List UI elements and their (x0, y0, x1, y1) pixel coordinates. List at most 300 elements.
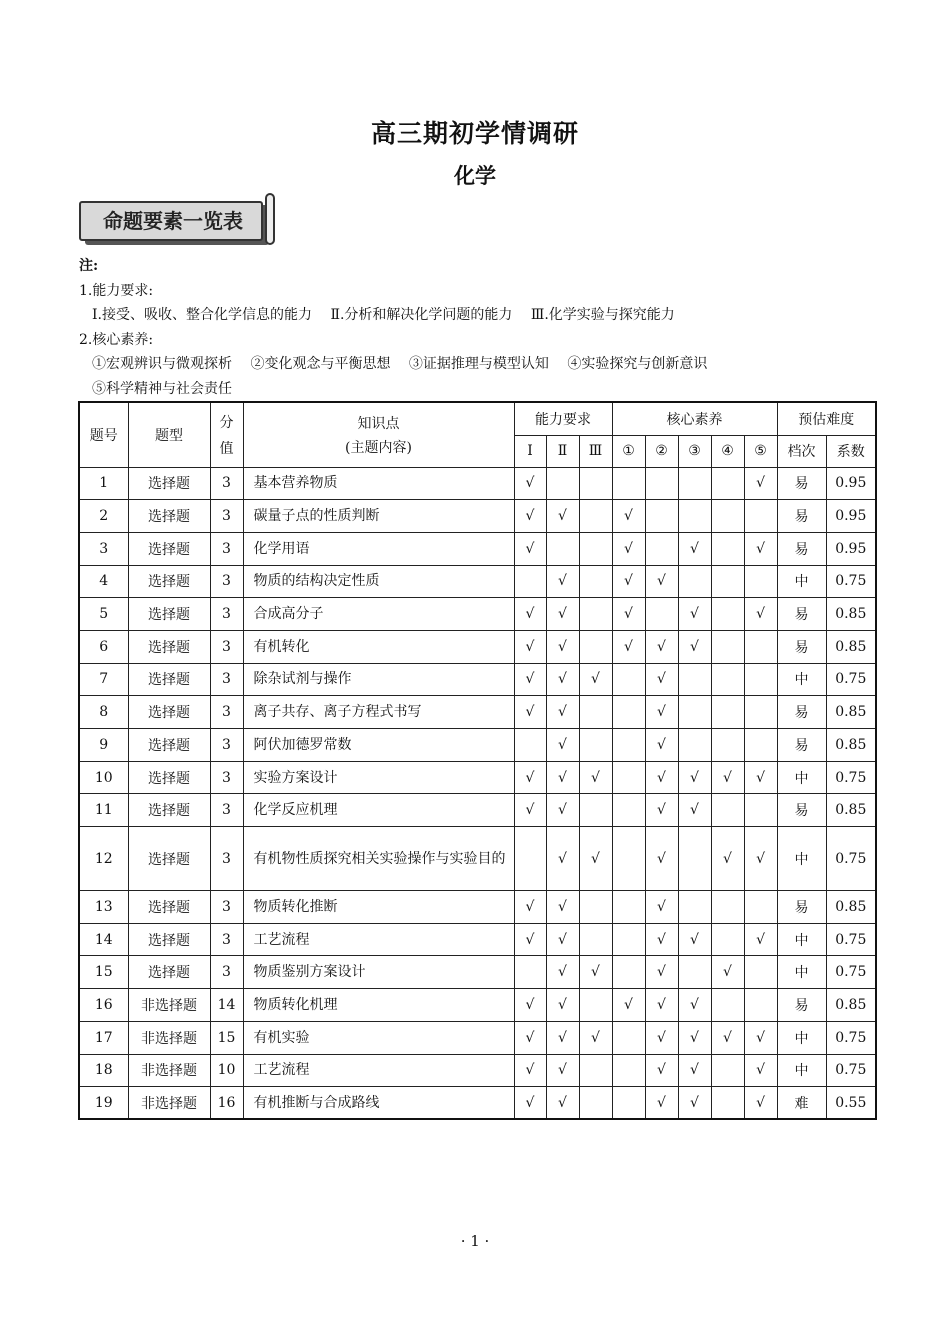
header-ability-col: Ⅱ (546, 435, 579, 467)
cell-coefficient: 0.95 (826, 532, 876, 565)
cell-topic: 基本营养物质 (243, 467, 514, 500)
cell-literacy-5 (744, 794, 777, 827)
cell-number: 10 (79, 761, 128, 794)
cell-literacy-1 (612, 696, 645, 729)
cell-literacy-3: √ (678, 989, 711, 1022)
cell-literacy-3: √ (678, 923, 711, 956)
cell-literacy-5: √ (744, 532, 777, 565)
cell-literacy-4 (711, 989, 744, 1022)
cell-coefficient: 0.75 (826, 923, 876, 956)
cell-topic: 物质转化机理 (243, 989, 514, 1022)
table-row (79, 598, 876, 631)
cell-literacy-5 (744, 565, 777, 598)
cell-literacy-4 (711, 891, 744, 924)
cell-ability-2: √ (546, 630, 579, 663)
cell-literacy-5 (744, 729, 777, 762)
cell-topic: 碳量子点的性质判断 (243, 500, 514, 533)
notes-heading: 注: (79, 258, 99, 274)
cell-literacy-2: √ (645, 663, 678, 696)
cell-level: 中 (777, 923, 826, 956)
cell-literacy-5 (744, 891, 777, 924)
cell-number: 16 (79, 989, 128, 1022)
header-ability-col: Ⅰ (514, 435, 546, 467)
literacy-item: ②变化观念与平衡思想 (250, 356, 391, 372)
cell-coefficient: 0.55 (826, 1087, 876, 1120)
cell-literacy-1: √ (612, 989, 645, 1022)
cell-type: 选择题 (128, 956, 210, 989)
cell-topic: 有机转化 (243, 630, 514, 663)
cell-level: 易 (777, 794, 826, 827)
cell-number: 17 (79, 1021, 128, 1054)
cell-ability-2: √ (546, 663, 579, 696)
table-row (79, 630, 876, 663)
literacy-list (79, 352, 721, 377)
cell-ability-1: √ (514, 1021, 546, 1054)
cell-ability-2: √ (546, 696, 579, 729)
cell-ability-3: √ (579, 956, 612, 989)
cell-ability-2 (546, 467, 579, 500)
cell-ability-2: √ (546, 598, 579, 631)
cell-topic: 物质转化推断 (243, 891, 514, 924)
cell-literacy-2: √ (645, 891, 678, 924)
cell-literacy-1 (612, 1021, 645, 1054)
cell-score: 3 (210, 827, 243, 891)
subject-title: 化学 (454, 164, 496, 188)
cell-topic: 化学反应机理 (243, 794, 514, 827)
ability-item: Ⅱ.分析和解决化学问题的能力 (330, 307, 513, 323)
cell-score: 3 (210, 500, 243, 533)
cell-literacy-2: √ (645, 729, 678, 762)
cell-literacy-2 (645, 500, 678, 533)
cell-topic: 合成高分子 (243, 598, 514, 631)
cell-literacy-5 (744, 989, 777, 1022)
cell-coefficient: 0.95 (826, 467, 876, 500)
cell-literacy-5 (744, 956, 777, 989)
literacy-list-cont (79, 377, 721, 402)
cell-type: 选择题 (128, 598, 210, 631)
cell-number: 9 (79, 729, 128, 762)
table-row (79, 467, 876, 500)
cell-number: 12 (79, 827, 128, 891)
table-row (79, 663, 876, 696)
cell-coefficient: 0.75 (826, 565, 876, 598)
cell-type: 选择题 (128, 696, 210, 729)
cell-ability-1: √ (514, 500, 546, 533)
header-score (210, 402, 243, 467)
cell-score: 3 (210, 956, 243, 989)
literacy-item: ④实验探究与创新意识 (567, 356, 708, 372)
literacy-item: ③证据推理与模型认知 (408, 356, 549, 372)
cell-ability-2: √ (546, 989, 579, 1022)
cell-literacy-4: √ (711, 761, 744, 794)
header-difficulty: 预估难度 (777, 402, 876, 435)
cell-type: 选择题 (128, 467, 210, 500)
cell-literacy-4 (711, 729, 744, 762)
cell-topic: 有机实验 (243, 1021, 514, 1054)
cell-score: 3 (210, 794, 243, 827)
cell-literacy-1 (612, 891, 645, 924)
cell-score: 14 (210, 989, 243, 1022)
cell-score: 3 (210, 532, 243, 565)
cell-score: 3 (210, 729, 243, 762)
cell-literacy-2: √ (645, 827, 678, 891)
cell-type: 选择题 (128, 630, 210, 663)
header-literacy: 核心素养 (612, 402, 777, 435)
cell-score: 10 (210, 1054, 243, 1087)
cell-literacy-5: √ (744, 467, 777, 500)
cell-literacy-5: √ (744, 827, 777, 891)
cell-level: 易 (777, 891, 826, 924)
ability-item: Ⅲ.化学实验与探究能力 (530, 307, 675, 323)
header-ability: 能力要求 (514, 402, 612, 435)
cell-literacy-1 (612, 761, 645, 794)
cell-literacy-4 (711, 467, 744, 500)
cell-literacy-2: √ (645, 696, 678, 729)
table-row (79, 761, 876, 794)
cell-literacy-4: √ (711, 827, 744, 891)
cell-literacy-2: √ (645, 956, 678, 989)
cell-ability-2: √ (546, 565, 579, 598)
cell-literacy-4 (711, 630, 744, 663)
cell-ability-1: √ (514, 923, 546, 956)
header-type: 题型 (128, 402, 210, 467)
cell-coefficient: 0.75 (826, 827, 876, 891)
cell-literacy-5: √ (744, 1054, 777, 1087)
cell-literacy-5 (744, 630, 777, 663)
cell-score: 3 (210, 923, 243, 956)
cell-score: 3 (210, 891, 243, 924)
header-coefficient: 系数 (826, 435, 876, 467)
cell-type: 选择题 (128, 663, 210, 696)
cell-ability-3 (579, 1054, 612, 1087)
cell-topic: 除杂试剂与操作 (243, 663, 514, 696)
header-topic (243, 402, 514, 467)
cell-ability-1: √ (514, 630, 546, 663)
cell-literacy-3 (678, 729, 711, 762)
cell-coefficient: 0.85 (826, 729, 876, 762)
cell-ability-1: √ (514, 532, 546, 565)
literacy-heading: 2.核心素养: (79, 331, 154, 348)
cell-type: 选择题 (128, 500, 210, 533)
cell-type: 选择题 (128, 565, 210, 598)
cell-ability-2: √ (546, 891, 579, 924)
table-row (79, 532, 876, 565)
cell-level: 中 (777, 1021, 826, 1054)
cell-ability-3 (579, 1087, 612, 1120)
section-banner (77, 197, 273, 247)
cell-literacy-1 (612, 1054, 645, 1087)
cell-number: 14 (79, 923, 128, 956)
cell-literacy-4 (711, 663, 744, 696)
cell-ability-3 (579, 923, 612, 956)
header-ability-col: Ⅲ (579, 435, 612, 467)
cell-literacy-1 (612, 729, 645, 762)
cell-literacy-1 (612, 956, 645, 989)
cell-literacy-5: √ (744, 598, 777, 631)
table-body (79, 467, 876, 1119)
cell-literacy-3: √ (678, 630, 711, 663)
cell-topic: 有机物性质探究相关实验操作与实验目的 (243, 827, 514, 891)
cell-ability-3 (579, 630, 612, 663)
cell-ability-1: √ (514, 598, 546, 631)
cell-level: 易 (777, 467, 826, 500)
cell-literacy-4 (711, 794, 744, 827)
cell-literacy-5: √ (744, 923, 777, 956)
table-row (79, 696, 876, 729)
cell-level: 中 (777, 761, 826, 794)
cell-ability-3 (579, 696, 612, 729)
cell-type: 非选择题 (128, 1087, 210, 1120)
cell-literacy-3 (678, 565, 711, 598)
header-literacy-col: ④ (711, 435, 744, 467)
cell-topic: 物质的结构决定性质 (243, 565, 514, 598)
cell-score: 16 (210, 1087, 243, 1120)
cell-literacy-1 (612, 827, 645, 891)
table-row (79, 827, 876, 891)
cell-type: 选择题 (128, 827, 210, 891)
table-row (79, 1054, 876, 1087)
cell-ability-3: √ (579, 1021, 612, 1054)
cell-type: 选择题 (128, 761, 210, 794)
cell-literacy-2 (645, 467, 678, 500)
cell-literacy-2: √ (645, 923, 678, 956)
cell-level: 中 (777, 1054, 826, 1087)
cell-level: 中 (777, 565, 826, 598)
cell-literacy-3: √ (678, 794, 711, 827)
cell-ability-2: √ (546, 500, 579, 533)
cell-literacy-5: √ (744, 1087, 777, 1120)
cell-literacy-2 (645, 598, 678, 631)
cell-literacy-1: √ (612, 532, 645, 565)
cell-ability-2: √ (546, 1021, 579, 1054)
cell-coefficient: 0.75 (826, 663, 876, 696)
exam-elements-table (78, 401, 877, 1120)
cell-level: 易 (777, 630, 826, 663)
cell-level: 中 (777, 827, 826, 891)
cell-literacy-1 (612, 467, 645, 500)
cell-topic: 化学用语 (243, 532, 514, 565)
cell-literacy-1: √ (612, 630, 645, 663)
cell-coefficient: 0.85 (826, 989, 876, 1022)
cell-number: 4 (79, 565, 128, 598)
cell-ability-2: √ (546, 1054, 579, 1087)
cell-ability-1: √ (514, 1087, 546, 1120)
cell-literacy-3 (678, 696, 711, 729)
table-row (79, 956, 876, 989)
cell-score: 3 (210, 696, 243, 729)
header-literacy-col: ② (645, 435, 678, 467)
cell-ability-3 (579, 891, 612, 924)
cell-ability-3: √ (579, 761, 612, 794)
cell-literacy-1: √ (612, 500, 645, 533)
cell-topic: 阿伏加德罗常数 (243, 729, 514, 762)
cell-literacy-4 (711, 598, 744, 631)
cell-literacy-2: √ (645, 630, 678, 663)
cell-number: 19 (79, 1087, 128, 1120)
cell-level: 易 (777, 532, 826, 565)
cell-ability-2: √ (546, 1087, 579, 1120)
cell-ability-1: √ (514, 761, 546, 794)
cell-score: 3 (210, 630, 243, 663)
cell-literacy-3: √ (678, 1054, 711, 1087)
cell-literacy-3 (678, 956, 711, 989)
cell-literacy-3 (678, 827, 711, 891)
cell-ability-3 (579, 565, 612, 598)
cell-literacy-5 (744, 663, 777, 696)
cell-literacy-4 (711, 565, 744, 598)
cell-ability-3 (579, 794, 612, 827)
cell-literacy-3: √ (678, 761, 711, 794)
cell-topic: 有机推断与合成路线 (243, 1087, 514, 1120)
table-row (79, 500, 876, 533)
cell-literacy-5: √ (744, 761, 777, 794)
table-row (79, 923, 876, 956)
cell-level: 易 (777, 696, 826, 729)
cell-literacy-4: √ (711, 956, 744, 989)
header-literacy-col: ③ (678, 435, 711, 467)
banner-box (79, 201, 263, 241)
cell-type: 选择题 (128, 729, 210, 762)
cell-number: 13 (79, 891, 128, 924)
table-row (79, 1087, 876, 1120)
cell-literacy-4: √ (711, 1021, 744, 1054)
cell-ability-3: √ (579, 827, 612, 891)
cell-score: 3 (210, 565, 243, 598)
cell-ability-2: √ (546, 923, 579, 956)
cell-level: 易 (777, 729, 826, 762)
cell-score: 3 (210, 761, 243, 794)
cell-coefficient: 0.75 (826, 956, 876, 989)
cell-ability-1 (514, 827, 546, 891)
cell-number: 1 (79, 467, 128, 500)
cell-ability-2: √ (546, 956, 579, 989)
cell-type: 非选择题 (128, 1054, 210, 1087)
cell-literacy-2: √ (645, 1054, 678, 1087)
cell-literacy-1 (612, 794, 645, 827)
cell-literacy-2: √ (645, 794, 678, 827)
cell-type: 选择题 (128, 794, 210, 827)
cell-literacy-5: √ (744, 1021, 777, 1054)
cell-coefficient: 0.75 (826, 761, 876, 794)
cell-literacy-3 (678, 663, 711, 696)
cell-ability-1: √ (514, 467, 546, 500)
table-row (79, 989, 876, 1022)
cell-literacy-2 (645, 532, 678, 565)
cell-coefficient: 0.75 (826, 1054, 876, 1087)
cell-number: 8 (79, 696, 128, 729)
header-literacy-col: ① (612, 435, 645, 467)
table-row (79, 565, 876, 598)
cell-number: 7 (79, 663, 128, 696)
header-score-a: 分 (219, 414, 234, 431)
cell-literacy-2: √ (645, 565, 678, 598)
cell-literacy-3: √ (678, 532, 711, 565)
header-literacy-col: ⑤ (744, 435, 777, 467)
cell-level: 易 (777, 989, 826, 1022)
cell-literacy-4 (711, 500, 744, 533)
page-title: 高三期初学情调研 (370, 119, 579, 148)
cell-coefficient: 0.85 (826, 891, 876, 924)
cell-coefficient: 0.85 (826, 630, 876, 663)
cell-ability-2 (546, 532, 579, 565)
notes-section (79, 254, 721, 401)
cell-score: 3 (210, 598, 243, 631)
cell-number: 2 (79, 500, 128, 533)
cell-literacy-4 (711, 696, 744, 729)
cell-ability-2: √ (546, 794, 579, 827)
ability-item: Ⅰ.接受、吸收、整合化学信息的能力 (92, 307, 312, 323)
cell-topic: 物质鉴别方案设计 (243, 956, 514, 989)
cell-type: 非选择题 (128, 1021, 210, 1054)
cell-ability-1: √ (514, 794, 546, 827)
ability-list (79, 303, 721, 328)
cell-literacy-4 (711, 1087, 744, 1120)
cell-ability-3 (579, 989, 612, 1022)
cell-topic: 工艺流程 (243, 923, 514, 956)
cell-ability-3 (579, 532, 612, 565)
cell-literacy-2: √ (645, 761, 678, 794)
cell-ability-1: √ (514, 663, 546, 696)
cell-ability-3 (579, 729, 612, 762)
cell-literacy-3: √ (678, 1021, 711, 1054)
cell-ability-1 (514, 565, 546, 598)
literacy-item: ①宏观辨识与微观探析 (92, 356, 232, 372)
cell-literacy-3 (678, 500, 711, 533)
cell-literacy-3: √ (678, 598, 711, 631)
literacy-item: ⑤科学精神与社会责任 (92, 380, 232, 397)
cell-literacy-4 (711, 532, 744, 565)
cell-level: 中 (777, 663, 826, 696)
cell-literacy-1: √ (612, 565, 645, 598)
cell-coefficient: 0.85 (826, 696, 876, 729)
cell-ability-3: √ (579, 663, 612, 696)
cell-ability-2: √ (546, 827, 579, 891)
cell-coefficient: 0.85 (826, 794, 876, 827)
cell-literacy-1 (612, 923, 645, 956)
header-topic-b: (主题内容) (345, 439, 412, 456)
cell-literacy-4 (711, 1054, 744, 1087)
cell-literacy-5 (744, 500, 777, 533)
cell-literacy-1 (612, 663, 645, 696)
cell-literacy-3 (678, 467, 711, 500)
cell-ability-2: √ (546, 729, 579, 762)
cell-level: 易 (777, 500, 826, 533)
cell-topic: 实验方案设计 (243, 761, 514, 794)
cell-literacy-4 (711, 923, 744, 956)
cell-literacy-3 (678, 891, 711, 924)
cell-number: 15 (79, 956, 128, 989)
cell-score: 15 (210, 1021, 243, 1054)
table-row (79, 891, 876, 924)
cell-ability-3 (579, 500, 612, 533)
cell-type: 非选择题 (128, 989, 210, 1022)
cell-ability-1: √ (514, 1054, 546, 1087)
cell-score: 3 (210, 467, 243, 500)
cell-type: 选择题 (128, 891, 210, 924)
header-topic-a: 知识点 (357, 415, 400, 432)
cell-coefficient: 0.85 (826, 598, 876, 631)
cell-literacy-2: √ (645, 1021, 678, 1054)
cell-topic: 工艺流程 (243, 1054, 514, 1087)
cell-number: 11 (79, 794, 128, 827)
cell-ability-3 (579, 598, 612, 631)
cell-number: 5 (79, 598, 128, 631)
cell-literacy-2: √ (645, 1087, 678, 1120)
table-row (79, 794, 876, 827)
cell-ability-1: √ (514, 696, 546, 729)
cell-ability-1 (514, 729, 546, 762)
header-level: 档次 (777, 435, 826, 467)
